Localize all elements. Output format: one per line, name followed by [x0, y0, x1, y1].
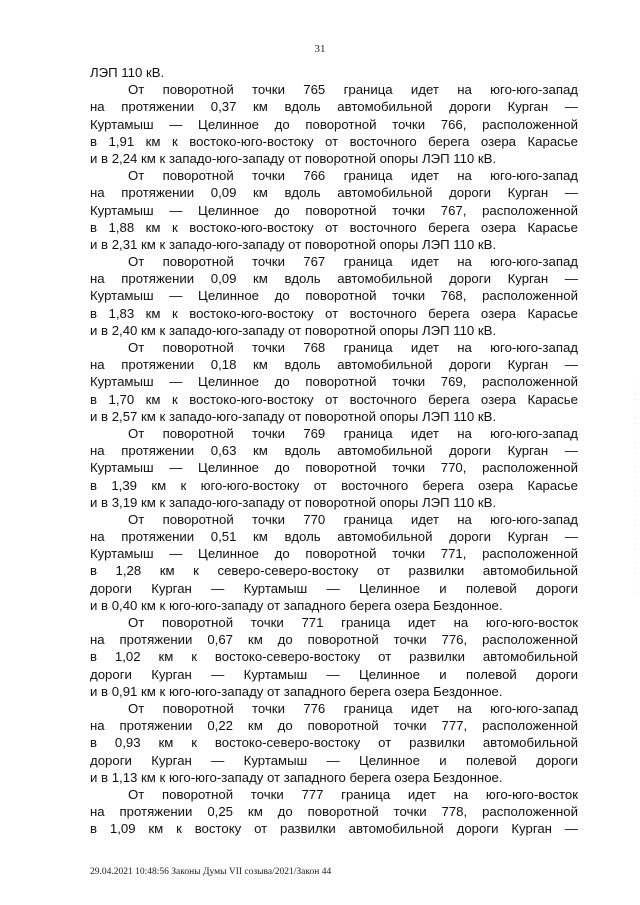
text-line: на протяжении 0,25 км до поворотной точки 778, расположенной	[90, 804, 578, 820]
text-line: дороги Курган — Куртамыш — Целинное и полевой дороги	[90, 580, 578, 596]
text-line: и в 2,24 км к западо-юго-западу от поворотной опоры ЛЭП 110 кВ.	[90, 150, 497, 166]
text-line: Куртамыш — Целинное до поворотной точки 768, расположенной	[90, 288, 578, 304]
text-line: в 1,39 км к юго-юго-востоку от восточного берега озера Карасье	[90, 477, 578, 493]
text-line: От поворотной точки 765 граница идет на юго-юго-запад	[128, 82, 578, 98]
text-line: в 1,09 км к востоку от развилки автомобильной дороги Курган —	[90, 821, 578, 837]
text-line: в 1,28 км к северо-северо-востоку от развилки автомобильной	[90, 563, 578, 579]
text-line: и в 2,31 км к западо-юго-западу от поворотной опоры ЛЭП 110 кВ.	[90, 236, 497, 252]
page-number: 31	[314, 43, 326, 55]
text-line: Куртамыш — Целинное до поворотной точки 769, расположенной	[90, 374, 578, 390]
text-line: и в 2,40 км к западо-юго-западу от поворотной опоры ЛЭП 110 кВ.	[90, 322, 497, 338]
text-line: Куртамыш — Целинное до поворотной точки 771, расположенной	[90, 546, 578, 562]
text-line: на протяжении 0,18 км вдоль автомобильной дороги Курган —	[90, 357, 578, 373]
text-line: в 0,93 км к востоко-северо-востоку от развилки автомобильной	[90, 735, 578, 751]
text-line: и в 2,57 км к западо-юго-западу от поворотной опоры ЛЭП 110 кВ.	[90, 408, 497, 424]
text-line: в 1,70 км к востоко-юго-востоку от восточного берега озера Карасье	[90, 391, 578, 407]
text-line: на протяжении 0,22 км до поворотной точки 777, расположенной	[90, 718, 578, 734]
text-line: на протяжении 0,09 км вдоль автомобильной дороги Курган —	[90, 185, 578, 201]
text-line: на протяжении 0,67 км до поворотной точки 776, расположенной	[90, 632, 578, 648]
text-line: От поворотной точки 769 граница идет на юго-юго-запад	[128, 425, 578, 441]
text-line: и в 3,19 км к западо-юго-западу от поворотной опоры ЛЭП 110 кВ.	[90, 494, 497, 510]
text-line: Куртамыш — Целинное до поворотной точки 766, расположенной	[90, 116, 578, 132]
text-line: и в 0,40 км к юго-юго-западу от западного берега озера Бездонное.	[90, 597, 503, 613]
text-line: От поворотной точки 768 граница идет на юго-юго-запад	[128, 340, 578, 355]
text-line: в 1,83 км к востоко-юго-востоку от восточного берега озера Карасье	[90, 305, 578, 321]
text-line: в 1,02 км к востоко-северо-востоку от развилки автомобильной	[90, 649, 578, 665]
text-line: Куртамыш — Целинное до поворотной точки 767, расположенной	[90, 202, 578, 218]
text-line: и в 1,13 км к юго-юго-западу от западного берега озера Бездонное.	[90, 769, 503, 785]
text-line: на протяжении 0,09 км вдоль автомобильной дороги Курган —	[90, 271, 578, 287]
margin-scan-marks: · · · · · · · · · · · · · · · · · · · · · · · · · · · · · · · · · · · ·	[631, 380, 637, 594]
text-line: на протяжении 0,63 км вдоль автомобильной дороги Курган —	[90, 443, 578, 459]
text-line: От поворотной точки 770 граница идет на юго-юго-запад	[128, 511, 578, 527]
text-line: От поворотной точки 777 граница идет на юго-юго-восток	[128, 786, 578, 802]
text-line: в 1,88 км к востоко-юго-востоку от восточного берега озера Карасье	[90, 219, 578, 235]
text-line: на протяжении 0,37 км вдоль автомобильной дороги Курган —	[90, 99, 578, 115]
page-footer: 29.04.2021 10:48:56 Законы Думы VII созыва/2021/Закон 44	[90, 867, 332, 877]
text-line: Куртамыш — Целинное до поворотной точки 770, расположенной	[90, 460, 578, 476]
text-line: дороги Курган — Куртамыш — Целинное и полевой дороги	[90, 752, 578, 768]
text-line: От поворотной точки 776 граница идет на юго-юго-запад	[128, 700, 578, 716]
text-line: От поворотной точки 767 граница идет на юго-юго-запад	[128, 254, 578, 270]
text-line: От поворотной точки 766 граница идет на юго-юго-запад	[128, 168, 578, 184]
text-line: дороги Курган — Куртамыш — Целинное и полевой дороги	[90, 666, 578, 682]
text-line: в 1,91 км к востоко-юго-востоку от восточного берега озера Карасье	[90, 133, 578, 149]
text-line: ЛЭП 110 кВ.	[90, 65, 165, 80]
text-line: и в 0,91 км к юго-юго-западу от западного берега озера Бездонное.	[90, 683, 503, 699]
document-body	[90, 64, 578, 837]
text-line: на протяжении 0,51 км вдоль автомобильной дороги Курган —	[90, 529, 578, 545]
text-line: От поворотной точки 771 граница идет на юго-юго-восток	[128, 615, 578, 630]
